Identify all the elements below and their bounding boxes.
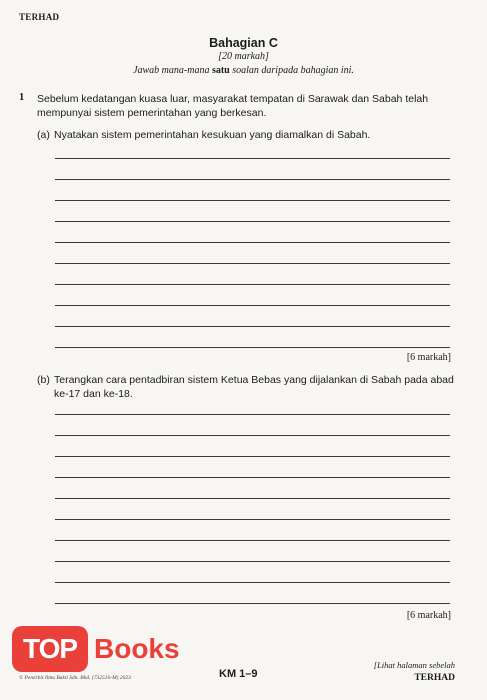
- section-instruction: [0, 65, 487, 76]
- answer-line[interactable]: [55, 200, 450, 201]
- answer-line[interactable]: [55, 582, 450, 583]
- answer-line[interactable]: [55, 561, 450, 562]
- answer-line[interactable]: [55, 263, 450, 264]
- answer-line[interactable]: [55, 603, 450, 604]
- answer-line[interactable]: [55, 179, 450, 180]
- answer-line[interactable]: [55, 498, 450, 499]
- part-a: [37, 128, 457, 142]
- instruction-pre: Jawab mana-mana: [133, 65, 212, 76]
- instruction-bold: satu: [211, 65, 230, 76]
- answer-line[interactable]: [55, 456, 450, 457]
- page-code: KM 1–9: [219, 668, 258, 680]
- part-a-marks: [6 markah]: [406, 352, 451, 363]
- classification-footer: TERHAD: [414, 673, 455, 683]
- answer-line[interactable]: [55, 221, 450, 222]
- part-b-marks: [6 markah]: [406, 610, 451, 621]
- classification-header: TERHAD: [19, 12, 60, 22]
- part-a-text: Nyatakan sistem pemerintahan kesukuan yang diamalkan di Sabah.: [54, 129, 371, 141]
- answer-line[interactable]: [55, 477, 450, 478]
- section-marks-text: [20 markah]: [218, 51, 269, 62]
- answer-line[interactable]: [55, 242, 450, 243]
- answer-line[interactable]: [55, 414, 450, 415]
- answer-line[interactable]: [55, 326, 450, 327]
- answer-line[interactable]: [55, 158, 450, 159]
- question-number: 1: [19, 92, 25, 103]
- copyright-notice: © Penerbit Ilmu Bakti Sdn. Bhd. (732516-M) 2023: [19, 675, 131, 681]
- answer-line[interactable]: [55, 347, 450, 348]
- answer-line[interactable]: [55, 435, 450, 436]
- answer-line[interactable]: [55, 305, 450, 306]
- part-a-label: (a): [37, 129, 50, 141]
- section-title: Bahagian C: [209, 36, 278, 50]
- watermark-books: Books: [94, 633, 180, 664]
- next-page-note: [Lihat halaman sebelah: [373, 660, 455, 670]
- answer-line[interactable]: [55, 519, 450, 520]
- answer-line[interactable]: [55, 284, 450, 285]
- part-b-label: (b): [37, 374, 50, 386]
- watermark-top: TOP: [12, 626, 88, 672]
- topbooks-watermark-logo: [12, 624, 212, 682]
- section-marks: [0, 51, 487, 62]
- instruction-post: soalan daripada bahagian ini.: [229, 65, 354, 76]
- part-b-text: Terangkan cara pentadbiran sistem Ketua Bebas yang dijalankan di Sabah pada abad ke-17 dan ke-18.: [54, 374, 454, 400]
- part-b: [37, 373, 457, 401]
- question-stem: Sebelum kedatangan kuasa luar, masyarakat tempatan di Sarawak dan Sabah telah mempunyai sistem pemerintahan yang berkesan.: [37, 93, 429, 119]
- answer-line[interactable]: [55, 540, 450, 541]
